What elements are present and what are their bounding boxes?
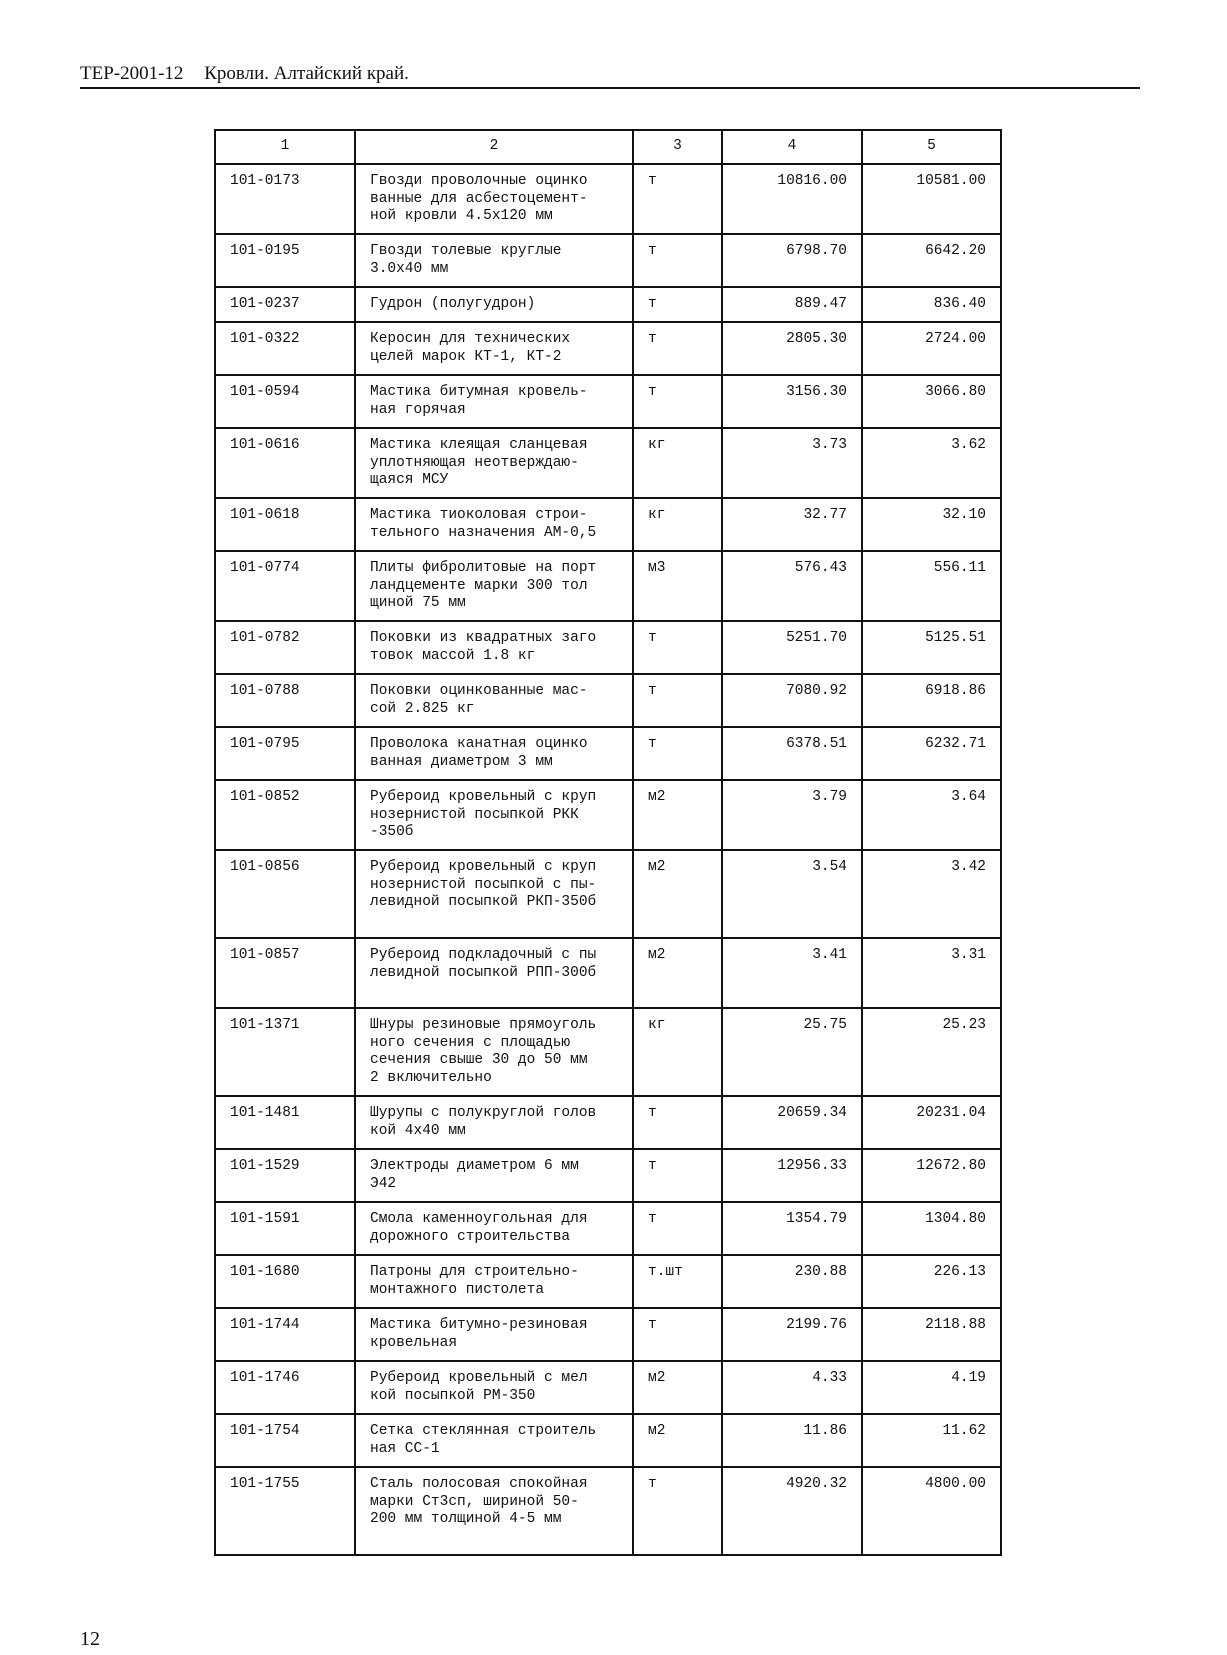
table-row bbox=[215, 1414, 1001, 1467]
price-col-5: 6232.71 bbox=[862, 727, 1001, 780]
material-code: 101-0852 bbox=[215, 780, 355, 850]
unit-of-measure: кг bbox=[633, 1008, 722, 1096]
price-col-5: 4.19 bbox=[862, 1361, 1001, 1414]
table-row bbox=[215, 164, 1001, 234]
material-name: Смола каменноугольная для дорожного строительства bbox=[355, 1202, 633, 1255]
table-row bbox=[215, 498, 1001, 551]
price-col-4: 6378.51 bbox=[722, 727, 862, 780]
material-name: Рубероид кровельный с круп нозернистой посыпкой РКК -350б bbox=[355, 780, 633, 850]
price-col-4: 230.88 bbox=[722, 1255, 862, 1308]
unit-of-measure: т bbox=[633, 1096, 722, 1149]
table-row bbox=[215, 1255, 1001, 1308]
unit-of-measure: м2 bbox=[633, 850, 722, 938]
table-row bbox=[215, 1149, 1001, 1202]
unit-of-measure: м3 bbox=[633, 551, 722, 621]
material-name: Плиты фибролитовые на порт ландцементе марки 300 тол щиной 75 мм bbox=[355, 551, 633, 621]
price-col-5: 4800.00 bbox=[862, 1467, 1001, 1555]
material-code: 101-1746 bbox=[215, 1361, 355, 1414]
material-code: 101-0594 bbox=[215, 375, 355, 428]
material-name: Гвозди толевые круглые 3.0х40 мм bbox=[355, 234, 633, 287]
document-code: ТЕР-2001-12 bbox=[80, 63, 184, 84]
table-row bbox=[215, 1308, 1001, 1361]
price-col-5: 20231.04 bbox=[862, 1096, 1001, 1149]
material-name: Рубероид подкладочный с пы левидной посыпкой РПП-300б bbox=[355, 938, 633, 1008]
table-row bbox=[215, 234, 1001, 287]
material-code: 101-1371 bbox=[215, 1008, 355, 1096]
unit-of-measure: т bbox=[633, 1467, 722, 1555]
material-name: Проволока канатная оцинко ванная диаметром 3 мм bbox=[355, 727, 633, 780]
price-col-4: 1354.79 bbox=[722, 1202, 862, 1255]
table-row bbox=[215, 850, 1001, 938]
price-col-4: 32.77 bbox=[722, 498, 862, 551]
unit-of-measure: т bbox=[633, 1202, 722, 1255]
table-row bbox=[215, 780, 1001, 850]
column-header: 1 bbox=[215, 130, 355, 164]
table-row bbox=[215, 621, 1001, 674]
material-name: Гудрон (полугудрон) bbox=[355, 287, 633, 322]
material-code: 101-0856 bbox=[215, 850, 355, 938]
page-header bbox=[80, 62, 1140, 86]
unit-of-measure: т bbox=[633, 1308, 722, 1361]
price-col-5: 226.13 bbox=[862, 1255, 1001, 1308]
price-col-4: 3.54 bbox=[722, 850, 862, 938]
price-col-4: 576.43 bbox=[722, 551, 862, 621]
unit-of-measure: т bbox=[633, 375, 722, 428]
price-table bbox=[214, 129, 1002, 1556]
price-col-4: 25.75 bbox=[722, 1008, 862, 1096]
unit-of-measure: т.шт bbox=[633, 1255, 722, 1308]
column-header: 2 bbox=[355, 130, 633, 164]
material-name: Патроны для строительно- монтажного пистолета bbox=[355, 1255, 633, 1308]
price-col-5: 5125.51 bbox=[862, 621, 1001, 674]
material-name: Мастика тиоколовая строи- тельного назначения АМ-0,5 bbox=[355, 498, 633, 551]
unit-of-measure: т bbox=[633, 234, 722, 287]
material-name: Рубероид кровельный с мел кой посыпкой РМ-350 bbox=[355, 1361, 633, 1414]
material-name: Поковки из квадратных заго товок массой 1.8 кг bbox=[355, 621, 633, 674]
table-row bbox=[215, 674, 1001, 727]
material-code: 101-0795 bbox=[215, 727, 355, 780]
unit-of-measure: кг bbox=[633, 428, 722, 498]
price-col-5: 3.64 bbox=[862, 780, 1001, 850]
price-col-5: 3066.80 bbox=[862, 375, 1001, 428]
material-code: 101-0774 bbox=[215, 551, 355, 621]
price-col-5: 12672.80 bbox=[862, 1149, 1001, 1202]
unit-of-measure: т bbox=[633, 727, 722, 780]
material-code: 101-0788 bbox=[215, 674, 355, 727]
price-col-4: 2805.30 bbox=[722, 322, 862, 375]
unit-of-measure: м2 bbox=[633, 938, 722, 1008]
price-col-4: 5251.70 bbox=[722, 621, 862, 674]
table-row bbox=[215, 428, 1001, 498]
table-row bbox=[215, 1008, 1001, 1096]
unit-of-measure: м2 bbox=[633, 1361, 722, 1414]
material-name: Шурупы с полукруглой голов кой 4х40 мм bbox=[355, 1096, 633, 1149]
price-col-4: 3.79 bbox=[722, 780, 862, 850]
material-name: Гвозди проволочные оцинко ванные для асбестоцемент- ной кровли 4.5х120 мм bbox=[355, 164, 633, 234]
price-col-5: 6642.20 bbox=[862, 234, 1001, 287]
price-col-5: 32.10 bbox=[862, 498, 1001, 551]
price-col-5: 836.40 bbox=[862, 287, 1001, 322]
column-header: 3 bbox=[633, 130, 722, 164]
column-header: 4 bbox=[722, 130, 862, 164]
unit-of-measure: м2 bbox=[633, 1414, 722, 1467]
table-row bbox=[215, 938, 1001, 1008]
material-code: 101-1755 bbox=[215, 1467, 355, 1555]
material-code: 101-0195 bbox=[215, 234, 355, 287]
price-col-4: 10816.00 bbox=[722, 164, 862, 234]
material-code: 101-1591 bbox=[215, 1202, 355, 1255]
material-name: Поковки оцинкованные мас- сой 2.825 кг bbox=[355, 674, 633, 727]
material-code: 101-0616 bbox=[215, 428, 355, 498]
table-row bbox=[215, 1096, 1001, 1149]
material-code: 101-0782 bbox=[215, 621, 355, 674]
material-name: Мастика битумно-резиновая кровельная bbox=[355, 1308, 633, 1361]
table-row bbox=[215, 287, 1001, 322]
price-col-5: 3.42 bbox=[862, 850, 1001, 938]
table-row bbox=[215, 727, 1001, 780]
material-name: Мастика битумная кровель- ная горячая bbox=[355, 375, 633, 428]
column-header: 5 bbox=[862, 130, 1001, 164]
table-row bbox=[215, 551, 1001, 621]
unit-of-measure: кг bbox=[633, 498, 722, 551]
material-code: 101-0618 bbox=[215, 498, 355, 551]
price-col-4: 889.47 bbox=[722, 287, 862, 322]
document-title: Кровли. Алтайский край. bbox=[204, 63, 409, 84]
table-row bbox=[215, 1202, 1001, 1255]
table-row bbox=[215, 322, 1001, 375]
price-col-4: 20659.34 bbox=[722, 1096, 862, 1149]
price-col-5: 6918.86 bbox=[862, 674, 1001, 727]
table-row bbox=[215, 1467, 1001, 1555]
table-row bbox=[215, 1361, 1001, 1414]
material-name: Шнуры резиновые прямоуголь ного сечения с площадью сечения свыше 30 до 50 мм 2 включительно bbox=[355, 1008, 633, 1096]
material-name: Электроды диаметром 6 мм Э42 bbox=[355, 1149, 633, 1202]
price-col-4: 3.41 bbox=[722, 938, 862, 1008]
material-name: Сетка стеклянная строитель ная СС-1 bbox=[355, 1414, 633, 1467]
price-col-5: 11.62 bbox=[862, 1414, 1001, 1467]
material-name: Мастика клеящая сланцевая уплотняющая неотверждаю- щаяся МСУ bbox=[355, 428, 633, 498]
price-col-4: 7080.92 bbox=[722, 674, 862, 727]
material-name: Рубероид кровельный с круп нозернистой посыпкой с пы- левидной посыпкой РКП-350б bbox=[355, 850, 633, 938]
price-col-4: 4920.32 bbox=[722, 1467, 862, 1555]
unit-of-measure: м2 bbox=[633, 780, 722, 850]
material-code: 101-0857 bbox=[215, 938, 355, 1008]
unit-of-measure: т bbox=[633, 322, 722, 375]
unit-of-measure: т bbox=[633, 287, 722, 322]
material-code: 101-1481 bbox=[215, 1096, 355, 1149]
table-row bbox=[215, 375, 1001, 428]
price-col-5: 3.31 bbox=[862, 938, 1001, 1008]
unit-of-measure: т bbox=[633, 674, 722, 727]
material-code: 101-1680 bbox=[215, 1255, 355, 1308]
price-col-4: 3156.30 bbox=[722, 375, 862, 428]
table-header-row bbox=[215, 130, 1001, 164]
price-col-5: 1304.80 bbox=[862, 1202, 1001, 1255]
material-code: 101-1754 bbox=[215, 1414, 355, 1467]
price-col-4: 11.86 bbox=[722, 1414, 862, 1467]
material-code: 101-1529 bbox=[215, 1149, 355, 1202]
price-col-4: 3.73 bbox=[722, 428, 862, 498]
price-col-4: 2199.76 bbox=[722, 1308, 862, 1361]
unit-of-measure: т bbox=[633, 164, 722, 234]
material-name: Сталь полосовая спокойная марки Ст3сп, шириной 50- 200 мм толщиной 4-5 мм bbox=[355, 1467, 633, 1555]
price-col-4: 12956.33 bbox=[722, 1149, 862, 1202]
price-col-5: 2118.88 bbox=[862, 1308, 1001, 1361]
material-name: Керосин для технических целей марок КТ-1, КТ-2 bbox=[355, 322, 633, 375]
price-col-5: 2724.00 bbox=[862, 322, 1001, 375]
price-col-5: 10581.00 bbox=[862, 164, 1001, 234]
price-col-4: 6798.70 bbox=[722, 234, 862, 287]
price-col-5: 3.62 bbox=[862, 428, 1001, 498]
material-code: 101-1744 bbox=[215, 1308, 355, 1361]
material-code: 101-0173 bbox=[215, 164, 355, 234]
price-col-5: 25.23 bbox=[862, 1008, 1001, 1096]
header-rule bbox=[80, 87, 1140, 89]
unit-of-measure: т bbox=[633, 621, 722, 674]
page-number: 12 bbox=[80, 1628, 100, 1650]
material-code: 101-0237 bbox=[215, 287, 355, 322]
price-col-4: 4.33 bbox=[722, 1361, 862, 1414]
price-col-5: 556.11 bbox=[862, 551, 1001, 621]
unit-of-measure: т bbox=[633, 1149, 722, 1202]
material-code: 101-0322 bbox=[215, 322, 355, 375]
